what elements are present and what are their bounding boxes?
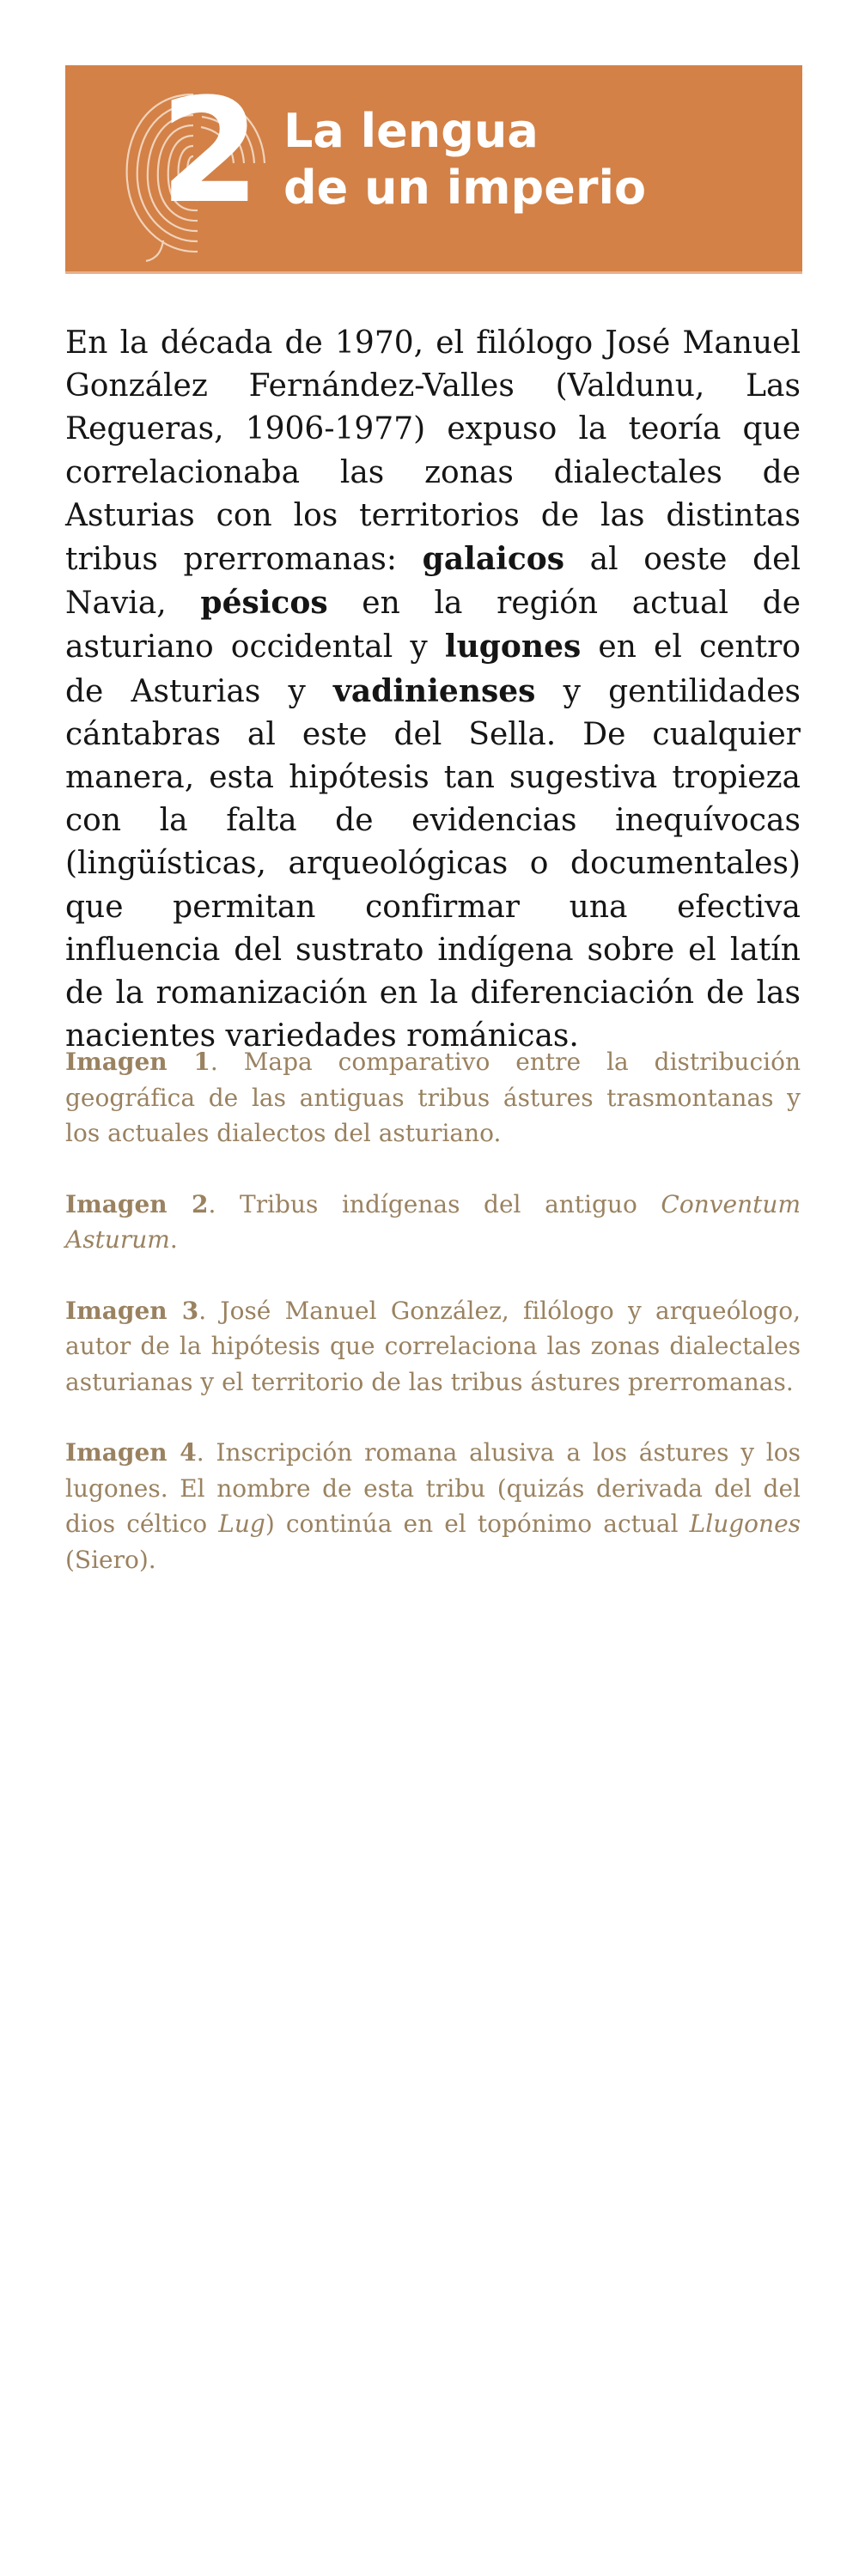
chapter-title-line-1: La lengua <box>283 104 539 158</box>
caption-label: Imagen 4 <box>65 1438 197 1467</box>
caption-imagen-4 <box>65 1435 801 1577</box>
image-captions <box>65 1044 801 1613</box>
tribe-name-pesicos: pésicos <box>200 585 328 622</box>
caption-italic: Conventum Asturum <box>65 1189 801 1254</box>
tribe-name-galaicos: galaicos <box>422 541 565 578</box>
chapter-title <box>283 103 765 216</box>
main-paragraph <box>65 322 801 1058</box>
caption-italic: Llugones <box>689 1510 801 1538</box>
caption-text: . Inscripción romana alusiva a los ástures y los lugones. El nombre de esta tribu (quizás derivada del del dios céltico <box>65 1438 801 1538</box>
caption-label: Imagen 1 <box>65 1048 210 1076</box>
body-text-part: al oeste del Navia, <box>65 542 801 622</box>
chapter-title-line-2: de un imperio <box>283 161 647 215</box>
caption-imagen-2 <box>65 1187 801 1258</box>
caption-text: (Siero). <box>65 1545 156 1574</box>
caption-text: ) continúa en el topónimo actual <box>265 1510 690 1538</box>
caption-imagen-1 <box>65 1044 801 1151</box>
tribe-name-lugones: lugones <box>444 629 582 665</box>
body-text-part: en la región actual de asturiano occidental y <box>65 586 801 665</box>
caption-text: . José Manuel González, filólogo y arqueólogo, autor de la hipótesis que correlaciona las zonas dialectales asturianas y el territorio de las tribus ástures prerromanas. <box>65 1296 801 1396</box>
caption-text: . <box>169 1225 178 1254</box>
body-text-part: En la década de 1970, el filólogo José Manuel González Fernández-Valles (Valdunu, Las Regueras, 1906-1977) expuso la teoría que correlacionaba las zonas dialectales de Asturias con los territorios de las distintas tribus prerromanas: <box>65 325 801 578</box>
chapter-banner <box>65 65 802 271</box>
banner-divider <box>65 271 802 274</box>
body-text-part: en el centro de Asturias y <box>65 629 801 709</box>
caption-italic: Lug <box>218 1510 265 1538</box>
caption-label: Imagen 2 <box>65 1189 209 1218</box>
caption-imagen-3 <box>65 1293 801 1400</box>
caption-text: . Mapa comparativo entre la distribución geográfica de las antiguas tribus ástures trasmontanas y los actuales dialectos del asturiano. <box>65 1048 801 1147</box>
body-text-part: y gentilidades cántabras al este del Sella. De cualquier manera, esta hipótesis tan sugestiva tropieza con la falta de evidencias inequívocas (lingüísticas, arqueológicas o documentales) que permitan confirmar una efectiva influencia del sustrato indígena sobre el latín de la romanización en la diferenciación de las nacientes variedades románicas. <box>65 673 801 1054</box>
caption-label: Imagen 3 <box>65 1296 199 1325</box>
tribe-name-vadinienses: vadinienses <box>332 672 536 709</box>
caption-text: . Tribus indígenas del antiguo <box>208 1189 661 1218</box>
chapter-number: 2 <box>160 67 260 235</box>
